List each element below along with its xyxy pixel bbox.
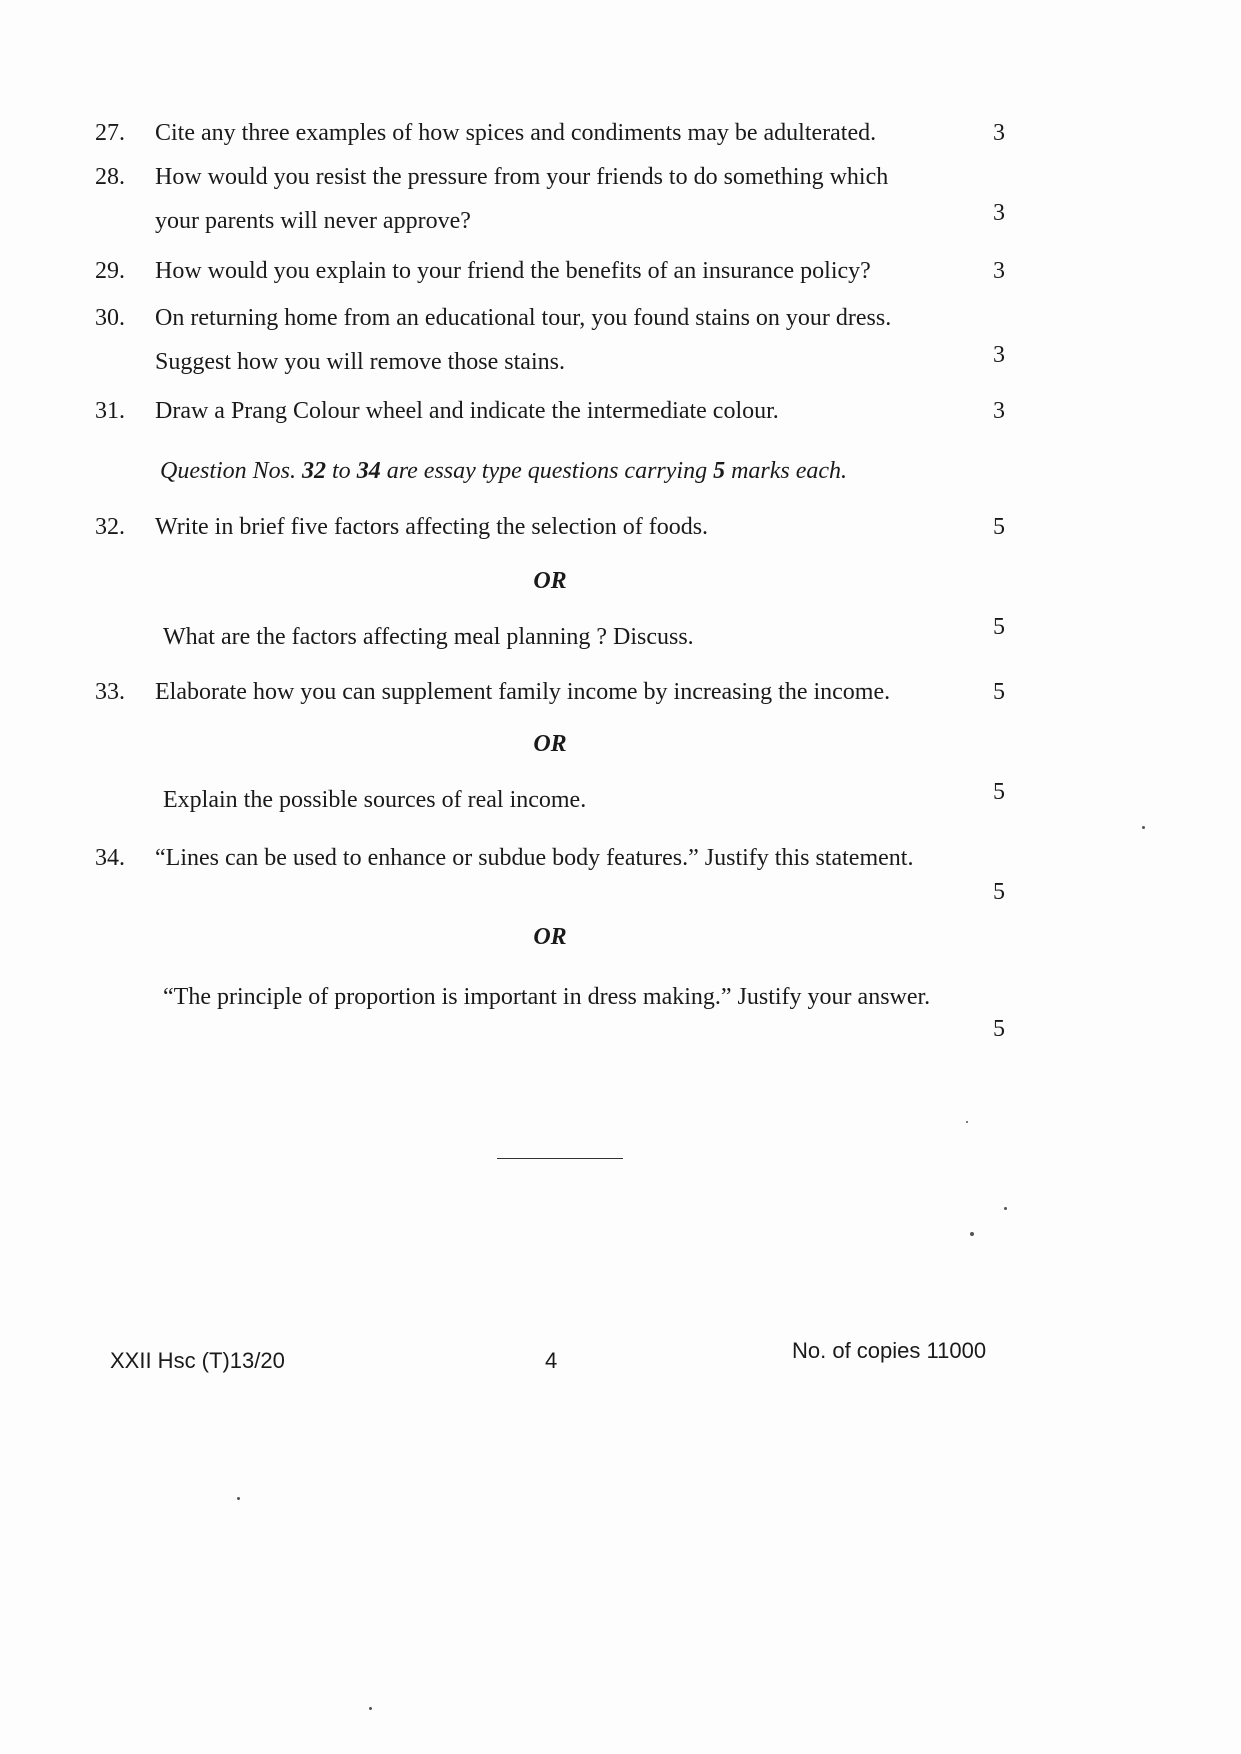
question-marks: 3	[993, 342, 1005, 368]
question-number: 34.	[95, 845, 125, 871]
end-of-paper-rule	[497, 1158, 623, 1159]
question-text: Write in brief five factors affecting the selection of foods.	[155, 514, 709, 540]
instruction-prefix: Question Nos.	[160, 458, 297, 484]
or-separator: OR	[533, 924, 567, 950]
scan-speck	[966, 1121, 968, 1123]
question-text: Draw a Prang Colour wheel and indicate the intermediate colour.	[155, 398, 779, 424]
instruction-suffix: are essay type questions carrying	[386, 458, 708, 484]
question-marks: 3	[993, 120, 1005, 146]
question-text: How would you explain to your friend the benefits of an insurance policy?	[155, 258, 871, 284]
scan-speck	[369, 1707, 372, 1710]
scan-speck	[1142, 826, 1145, 829]
scan-speck	[237, 1497, 240, 1500]
paper-code: XXII Hsc (T)13/20	[110, 1348, 285, 1373]
scan-speck	[970, 1232, 974, 1236]
scan-speck	[1004, 1207, 1007, 1210]
question-text-continued: Suggest how you will remove those stains.	[155, 349, 565, 375]
question-marks: 3	[993, 200, 1005, 226]
instruction-to: 34	[356, 458, 381, 484]
question-text: Cite any three examples of how spices and condiments may be adulterated.	[155, 120, 877, 146]
question-number: 31.	[95, 398, 125, 424]
alternative-marks: 5	[993, 1016, 1005, 1042]
section-instruction	[160, 458, 1010, 485]
question-marks: 3	[993, 398, 1005, 424]
question-number: 28.	[95, 164, 125, 190]
question-text: Elaborate how you can supplement family income by increasing the income.	[155, 679, 891, 705]
question-number: 32.	[95, 514, 125, 540]
instruction-marks: 5	[713, 458, 726, 484]
page-number: 4	[545, 1348, 558, 1373]
question-number: 27.	[95, 120, 125, 146]
or-separator: OR	[533, 731, 567, 757]
question-marks: 5	[993, 879, 1005, 905]
question-marks: 3	[993, 258, 1005, 284]
question-text-continued: your parents will never approve?	[155, 208, 471, 234]
alternative-text: Explain the possible sources of real income.	[163, 787, 587, 813]
question-marks: 5	[993, 514, 1005, 540]
question-number: 30.	[95, 305, 125, 331]
alternative-text: What are the factors affecting meal planning ? Discuss.	[163, 624, 694, 650]
alternative-marks: 5	[993, 779, 1005, 805]
instruction-middle: to	[332, 458, 351, 484]
question-text: On returning home from an educational tour, you found stains on your dress.	[155, 305, 892, 331]
instruction-from: 32	[302, 458, 327, 484]
question-number: 29.	[95, 258, 125, 284]
or-separator: OR	[533, 568, 567, 594]
question-number: 33.	[95, 679, 125, 705]
copies-count: No. of copies 11000	[792, 1338, 987, 1363]
alternative-text: “The principle of proportion is important in dress making.” Justify your answer.	[163, 984, 931, 1010]
alternative-marks: 5	[993, 614, 1005, 640]
question-marks: 5	[993, 679, 1005, 705]
instruction-suffix-end: marks each.	[731, 458, 848, 484]
question-text: How would you resist the pressure from your friends to do something which	[155, 164, 889, 190]
question-text: “Lines can be used to enhance or subdue body features.” Justify this statement.	[155, 845, 914, 871]
